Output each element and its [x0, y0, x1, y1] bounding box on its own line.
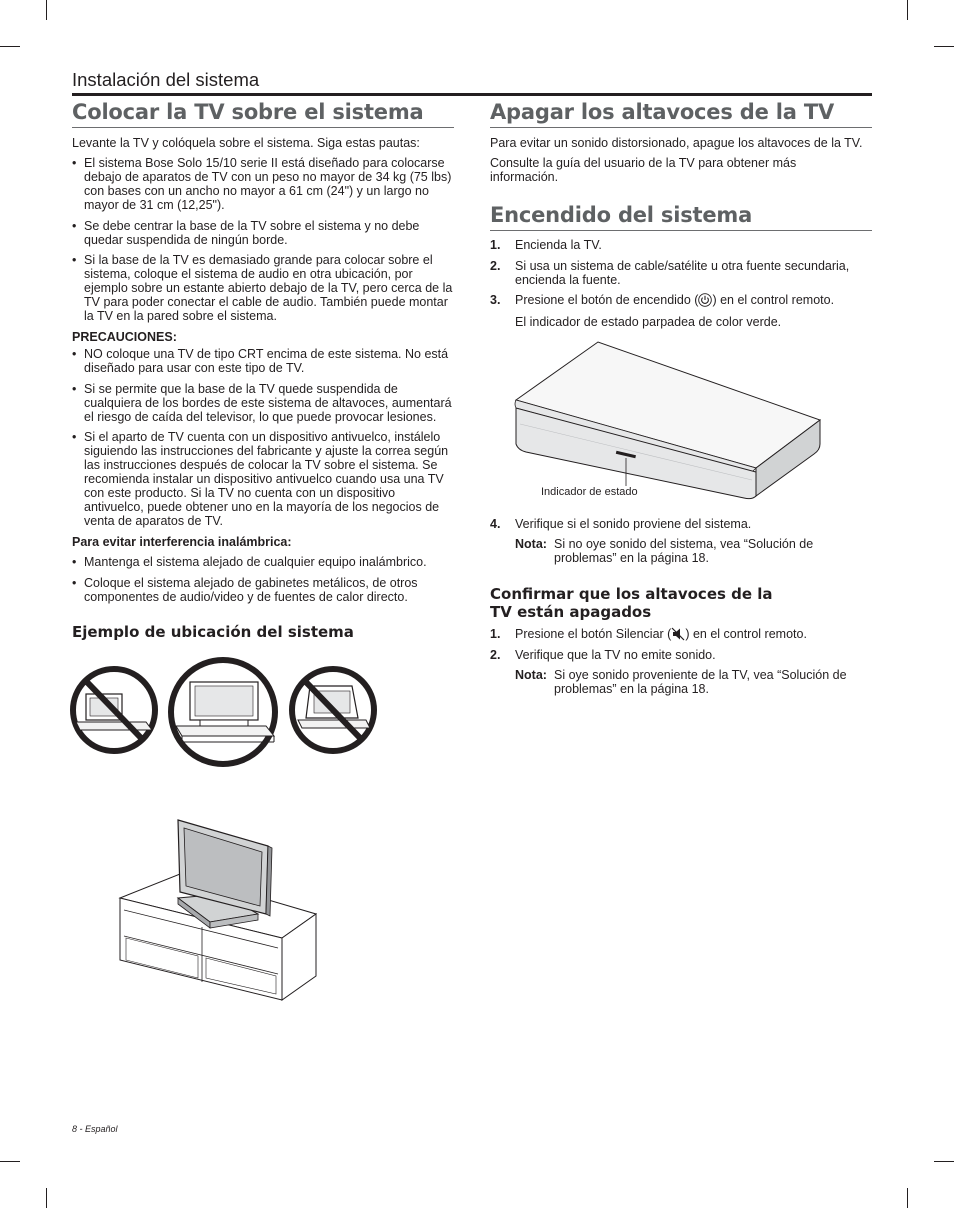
step-item: 1. Encienda la TV.: [490, 238, 602, 252]
section-title: Instalación del sistema: [72, 69, 260, 90]
right-heading-rule-2: [490, 230, 872, 231]
crop-mark: [934, 1161, 954, 1162]
crop-mark: [0, 46, 20, 47]
mute-icon: [671, 627, 685, 641]
note-2: Nota: Si oye sonido proveniente de la TV, vea “Solución de problemas” en la página 18.: [515, 668, 847, 696]
prohibited-placement-icon-1: [73, 669, 155, 751]
list-item: • Se debe centrar la base de la TV sobre el sistema y no debe quedar suspendida de ningún borde.: [72, 219, 420, 247]
precautions-label: PRECAUCIONES:: [72, 330, 177, 344]
step-item: 1. Presione el botón Silenciar ( ) en el control remoto.: [490, 627, 807, 641]
correct-placement-icon: [171, 660, 275, 764]
step-item: 2. Si usa un sistema de cable/satélite u otra fuente secundaria, encienda la fuente.: [490, 259, 850, 287]
example-heading: Ejemplo de ubicación del sistema: [72, 623, 354, 641]
status-indicator-label: Indicador de estado: [541, 486, 638, 498]
left-heading-rule: [72, 127, 454, 128]
wireless-label: Para evitar interferencia inalámbrica:: [72, 535, 292, 549]
intro-text: Levante la TV y colóquela sobre el sistema. Siga estas pautas:: [72, 136, 420, 150]
off-paragraph-1: Para evitar un sonido distorsionado, apague los altavoces de la TV.: [490, 136, 863, 150]
note-1: Nota: Si no oye sonido del sistema, vea “Solución de problemas” en la página 18.: [515, 537, 814, 565]
right-heading-rule-1: [490, 127, 872, 128]
list-item: • El sistema Bose Solo 15/10 serie II está diseñado para colocarse debajo de aparatos de TV con un peso no mayor de 34 kg (75 lbs) con bases con un ancho no mayor a 61 cm (24") y un largo no mayor de 31 cm (12,25").: [72, 156, 452, 212]
tv-on-cabinet-illustration: [118, 818, 320, 1002]
list-item: • Coloque el sistema alejado de gabinetes metálicos, de otros componentes de audio/video y de fuentes de calor directo.: [72, 576, 418, 604]
step3-subtext: El indicador de estado parpadea de color verde.: [515, 315, 782, 329]
step-item: 4. Verifique si el sonido proviene del sistema.: [490, 517, 752, 531]
crop-mark: [0, 1161, 20, 1162]
list-item: • NO coloque una TV de tipo CRT encima de este sistema. No está diseñado para usar con este tipo de TV.: [72, 347, 449, 375]
confirm-heading: Confirmar que los altavoces de la TV están apagados: [490, 585, 773, 621]
placement-examples-illustration: [70, 656, 380, 768]
list-item: • Si se permite que la base de la TV quede suspendida de cualquiera de los bordes de este sistema de altavoces, aumentará el riesgo de caída del televisor, lo que puede provocar lesiones.: [72, 382, 452, 424]
power-on-heading: Encendido del sistema: [490, 203, 753, 227]
section-rule: [72, 93, 872, 96]
step-item: 2. Verifique que la TV no emite sonido.: [490, 648, 716, 662]
crop-mark: [907, 0, 908, 20]
crop-mark: [934, 46, 954, 47]
tv-speakers-off-heading: Apagar los altavoces de la TV: [490, 100, 835, 124]
step-item: 3. Presione el botón de encendido ( ) en el control remoto.: [490, 293, 835, 307]
crop-mark: [907, 1188, 908, 1208]
bose-system-illustration: [512, 340, 824, 502]
off-paragraph-2: Consulte la guía del usuario de la TV para obtener más información.: [490, 156, 797, 184]
crop-mark: [46, 0, 47, 20]
list-item: • Mantenga el sistema alejado de cualquier equipo inalámbrico.: [72, 555, 427, 569]
prohibited-placement-icon-2: [292, 669, 374, 751]
list-item: • Si el aparto de TV cuenta con un dispositivo antivuelco, instálelo siguiendo las instrucciones del fabricante y ajuste la correa según las instrucciones después de colocar la TV sobre el sistema. Se recomienda instalar un dispositivo antivuelco cuando usa una TV con este producto. Si la TV no cuenta con un dispositivo antivuelco, puede obtener uno en la mayoría de los negocios de venta de aparatos de TV.: [72, 430, 449, 528]
power-icon: [698, 293, 712, 307]
crop-mark: [46, 1188, 47, 1208]
left-heading: Colocar la TV sobre el sistema: [72, 100, 424, 124]
page-footer: 8 - Español: [72, 1124, 118, 1134]
list-item: • Si la base de la TV es demasiado grande para colocar sobre el sistema, coloque el sistema de audio en otra ubicación, por ejemplo sobre un estante abierto debajo de la TV, pero cerca de la TV para poder conectar el cable de audio. También puede montar la TV en la pared sobre el sistema.: [72, 253, 453, 323]
